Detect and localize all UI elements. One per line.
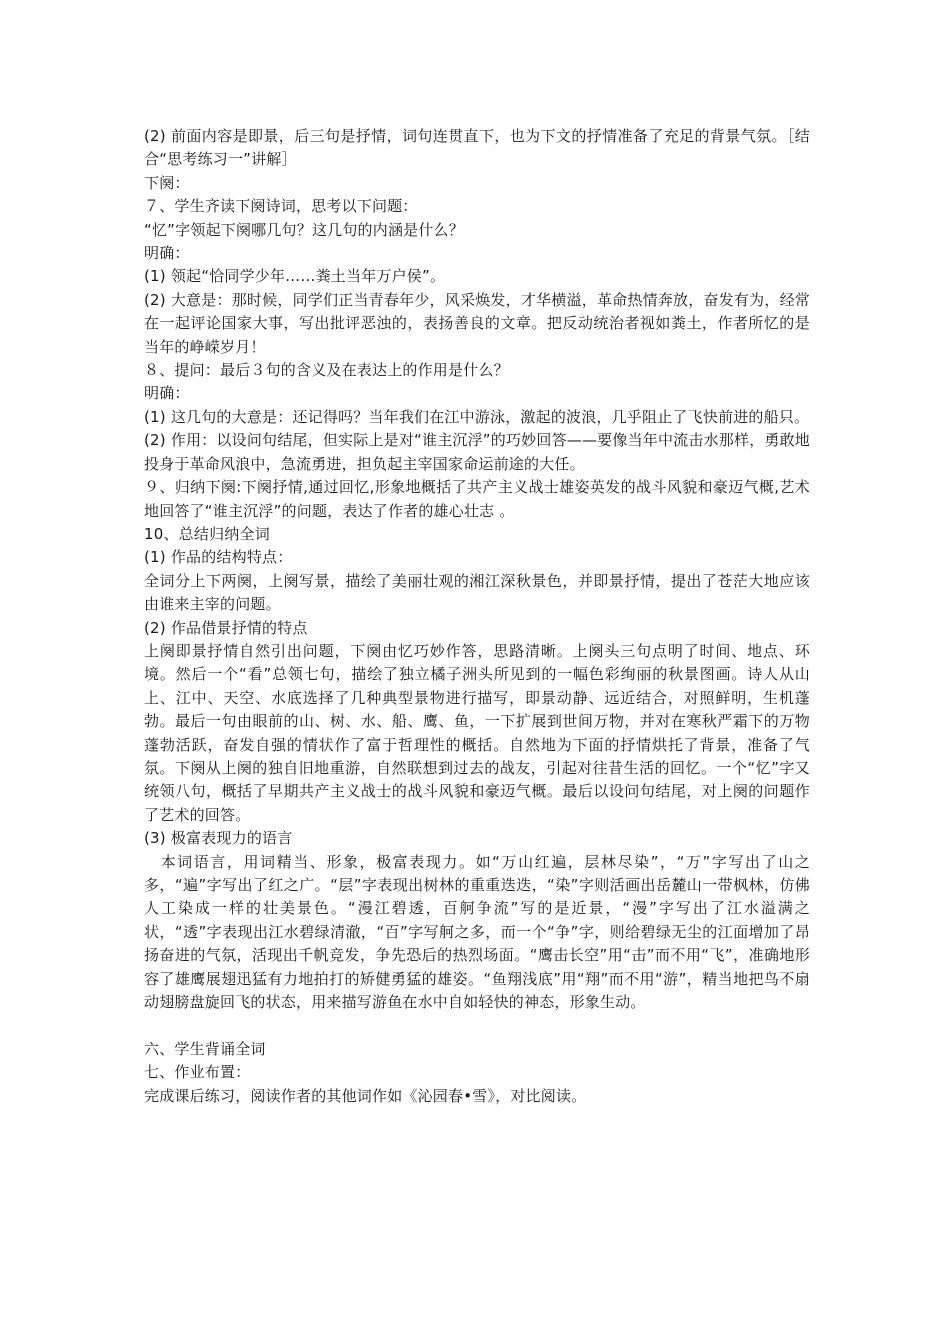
paragraph: (2) 大意是：那时候，同学们正当青春年少，风采焕发，才华横溢，革命热情奔放，奋发有为，经常在一起评论国家大事，写出批评恶浊的，表扬善良的文章。把反动统治者视如粪土，作者所忆的是当年的峥嵘岁月！ (144, 290, 810, 356)
paragraph: 六、学生背诵全词 (144, 1039, 266, 1058)
paragraph: 七、作业布置： (144, 1063, 251, 1082)
paragraph: 下阕： (144, 173, 190, 192)
paragraph: (2) 前面内容是即景，后三句是抒情，词句连贯直下，也为下文的抒情准备了充足的背景气氛。［结合“思考练习一”讲解］ (144, 127, 810, 169)
paragraph: 本词语言，用词精当、形象，极富表现力。如“万山红遍，层林尽染”，“万”字写出了山之多，“遍”字写出了红之广。“层”字表现出树林的重重迭迭，“染”字则活画出岳麓山一带枫林，仿佛人工染成一样的壮美景色。“漫江碧透，百舸争流”写的是近景，“漫”字写出了江水溢满之状，“透”字表现出江水碧绿清澈，“百”字写舸之多，而一个“争”字，则给碧绿无尘的江面增加了昂扬奋进的气氛，活现出千帆竞发，争先恐后的热烈场面。“鹰击长空”用“击”而不用“飞”，准确地形容了雄鹰展翅迅猛有力地拍打的矫健勇猛的雄姿。“鱼翔浅底”用“翔”而不用“游”，精当地把鸟不扇动翅膀盘旋回飞的状态，用来描写游鱼在水中自如轻快的神态，形象生动。 (144, 852, 810, 1012)
paragraph: ９、归纳下阕:下阕抒情,通过回忆,形象地概括了共产主义战士雄姿英发的战斗风貌和豪迈气概,艺术地回答了“谁主沉浮”的问题，表达了作者的雄心壮志 。 (144, 478, 810, 520)
paragraph: 明确： (144, 244, 190, 263)
paragraph: (1) 领起“恰同学少年……粪土当年万户侯”。 (144, 267, 446, 286)
paragraph: 全词分上下两阕，上阕写景，描绘了美丽壮观的湘江深秋景色，并即景抒情，提出了苍茫大地应该由谁来主宰的问题。 (144, 571, 810, 614)
paragraph: “忆”字领起下阕哪几句？这几句的内涵是什么？ (144, 220, 464, 239)
paragraph: 完成课后练习，阅读作者的其他词作如《沁园春•雪》，对比阅读。 (144, 1086, 587, 1105)
paragraph: 上阕即景抒情自然引出问题，下阕由忆巧妙作答，思路清晰。上阕头三句点明了时间、地点、环境。然后一个“看”总领七句，描绘了独立橘子洲头所见到的一幅色彩绚丽的秋景图画。诗人从山上、江中、天空、水底选择了几种典型景物进行描写，即景动静、远近结合，对照鲜明，生机蓬勃。最后一句由眼前的山、树、水、船、鹰、鱼，一下扩展到世间万物，并对在寒秋严霜下的万物蓬勃活跃，奋发自强的情状作了富于哲理性的概括。自然地为下面的抒情烘托了背景，准备了气氛。下阕从上阕的独自旧地重游，自然联想到过去的战友，引起对往昔生活的回忆。一个“忆”字又统领八句，概括了早期共产主义战士的战斗风貌和豪迈气概。最后以设问句结尾，对上阕的问题作了艺术的回答。 (144, 641, 810, 824)
blank-line (144, 1014, 810, 1037)
paragraph: (3) 极富表现力的语言 (144, 829, 293, 848)
paragraph: (1) 作品的结构特点： (144, 548, 293, 567)
paragraph: ７、学生齐读下阕诗词，思考以下问题： (144, 197, 418, 216)
paragraph: 明确： (144, 384, 190, 403)
paragraph: 10、总结归纳全词 (144, 524, 270, 543)
paragraph: (1) 这几句的大意是：还记得吗？当年我们在江中游泳，激起的波浪，几乎阻止了飞快前进的船只。 (144, 407, 810, 426)
document-body (144, 125, 810, 1108)
paragraph: (2) 作品借景抒情的特点 (144, 618, 308, 637)
paragraph: (2) 作用：以设问句结尾，但实际上是对“谁主沉浮”的巧妙回答——要像当年中流击水那样，勇敢地投身于革命风浪中，急流勇进，担负起主宰国家命运前途的大任。 (144, 431, 810, 473)
paragraph: ８、提问：最后３句的含义及在表达上的作用是什么？ (144, 361, 509, 380)
